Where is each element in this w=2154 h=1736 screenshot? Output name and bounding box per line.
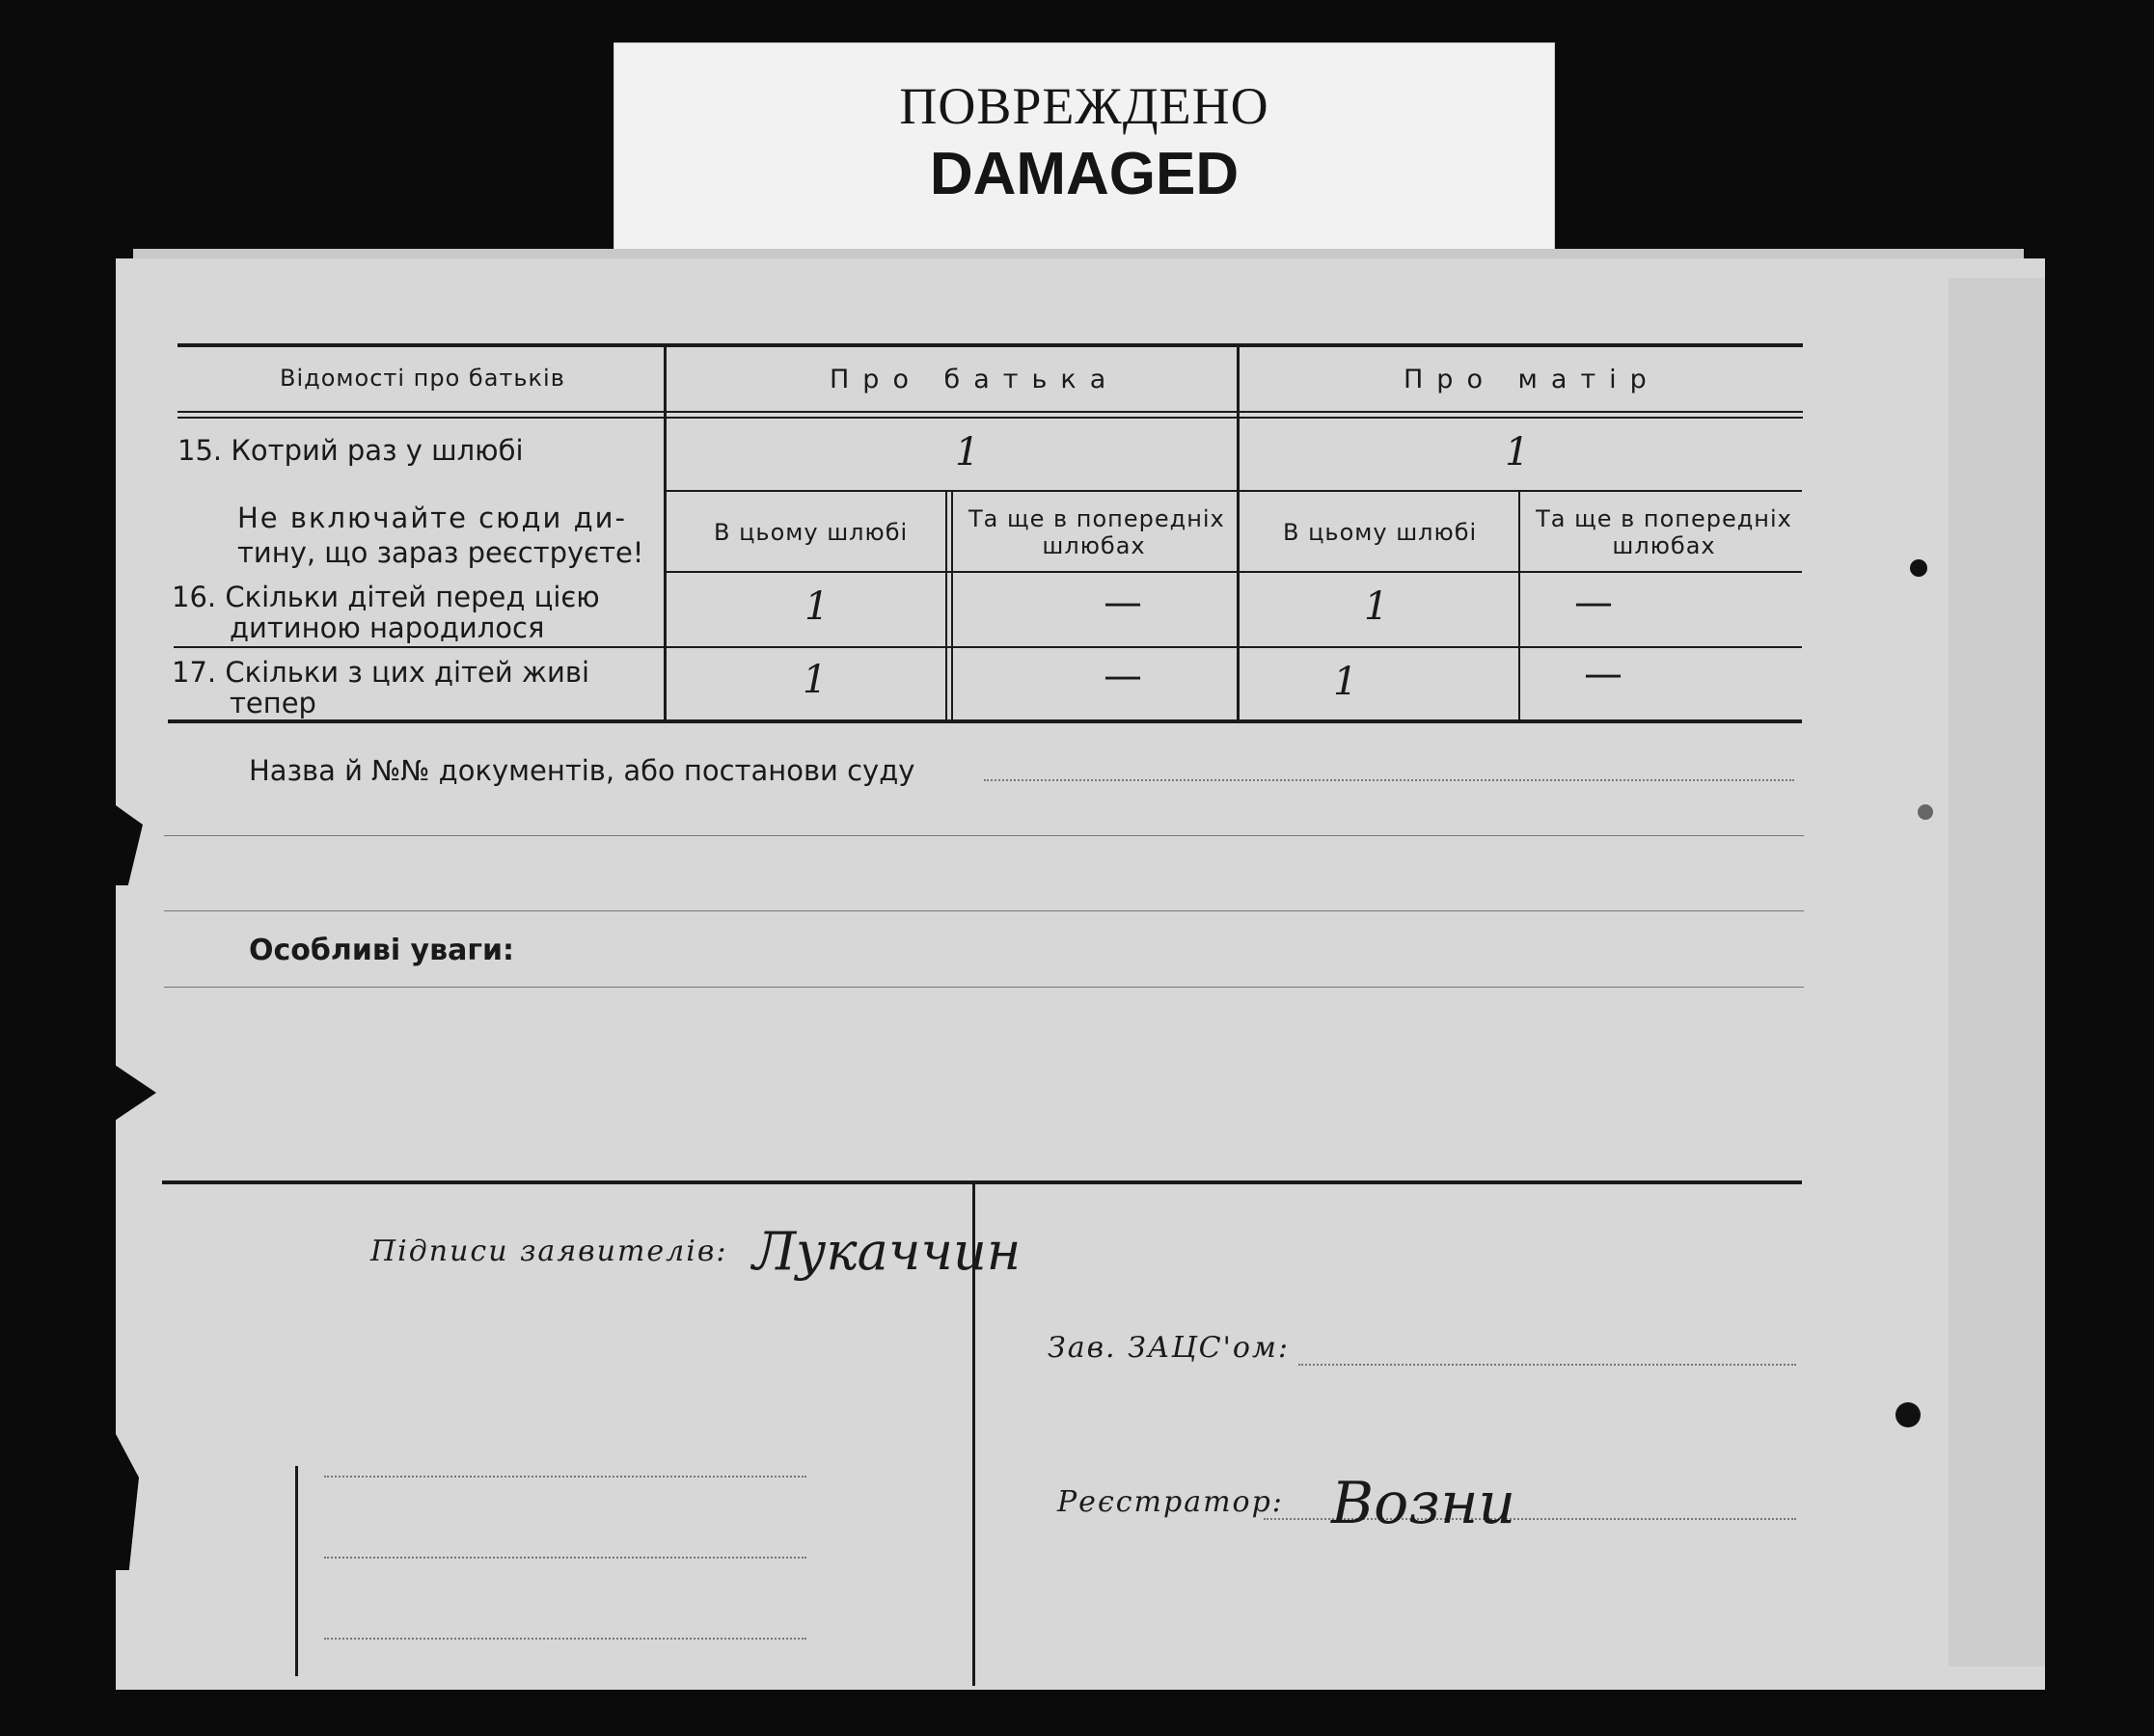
column-rule: [664, 347, 667, 721]
table-bottom-rule: [168, 719, 1802, 723]
column-rule: [1518, 490, 1520, 721]
torn-edge: [106, 1059, 156, 1126]
blank-dotted-line: [324, 1638, 806, 1640]
father-previous-header-2: шлюбах: [1042, 532, 1146, 559]
form-sheet: [116, 258, 2045, 1690]
punch-hole: [1895, 1402, 1921, 1427]
row-16-father-this-value: 1: [804, 584, 830, 629]
row-15-mother-value: 1: [1505, 430, 1530, 475]
blank-dotted-line: [324, 1557, 806, 1559]
row-17-label-line-1: 17. Скільки з цих дітей живі: [172, 656, 590, 689]
torn-edge: [106, 1416, 139, 1570]
row-rule: [174, 646, 1802, 648]
mother-previous-header-1: Та ще в попередніх: [1536, 505, 1792, 532]
row-17-father-this-value: 1: [803, 658, 828, 702]
row-17-label-line-2: тепер: [230, 687, 316, 719]
row-16-label-line-2: дитиною народилося: [230, 611, 545, 644]
registrar-label: Реєстратор:: [1057, 1485, 1284, 1519]
stamp-russian-text: ПОВРЕЖДЕНО: [899, 77, 1269, 135]
applicant-signature: Лукаччин: [752, 1221, 1022, 1282]
head-dotted-line: [1298, 1364, 1796, 1366]
column-rule: [951, 490, 953, 721]
row-17-mother-this-value: 1: [1333, 660, 1358, 704]
blank-dotted-line: [324, 1476, 806, 1478]
bracket-line: [295, 1466, 298, 1676]
right-margin-strip: [1949, 278, 2045, 1667]
note-line-2: тину, що зараз реєструєте!: [237, 536, 644, 569]
row-16-father-prev-value: —: [1104, 581, 1142, 625]
row-17-father-prev-value: —: [1104, 654, 1142, 698]
header-rule: [177, 411, 1803, 413]
parents-info-header: Відомості про батьків: [280, 365, 565, 392]
column-rule: [1237, 347, 1240, 721]
row-rule: [664, 490, 1802, 492]
row-16-mother-prev-value: —: [1574, 581, 1613, 625]
mother-previous-header-2: шлюбах: [1612, 532, 1716, 559]
documents-dotted-line: [984, 779, 1794, 781]
mother-this-marriage-header: В цьому шлюбі: [1283, 519, 1478, 546]
remarks-line: [164, 987, 1804, 988]
registrar-signature: Возни: [1331, 1470, 1516, 1537]
head-label: Зав. ЗАЦС'ом:: [1048, 1331, 1290, 1365]
father-previous-header-1: Та ще в попередніх: [968, 505, 1225, 532]
column-rule: [945, 490, 947, 721]
damaged-label-card: [613, 42, 1555, 251]
documents-line: [164, 910, 1804, 911]
row-rule: [664, 571, 1802, 573]
header-rule-2: [177, 417, 1803, 419]
row-15-label: 15. Котрий раз у шлюбі: [177, 434, 524, 467]
father-this-marriage-header: В цьому шлюбі: [714, 519, 909, 546]
about-father-header: Про батька: [830, 365, 1120, 394]
documents-line: [164, 835, 1804, 836]
ink-spot: [1910, 559, 1927, 577]
table-top-rule: [177, 343, 1803, 347]
row-15-father-value: 1: [955, 430, 980, 475]
torn-edge: [106, 799, 143, 885]
about-mother-header: Про матір: [1404, 365, 1660, 394]
ink-spot: [1918, 804, 1933, 820]
documents-label: Назва й №№ документів, або постанови суду: [249, 754, 915, 787]
stamp-english-text: DAMAGED: [929, 141, 1240, 207]
row-16-label-line-1: 16. Скільки дітей перед цією: [172, 581, 600, 613]
signature-section-rule: [162, 1180, 1802, 1184]
row-17-mother-prev-value: —: [1584, 652, 1622, 696]
note-line-1: Не включайте сюди ди-: [237, 502, 627, 534]
signatures-label: Підписи заявителів:: [370, 1234, 728, 1268]
row-16-mother-this-value: 1: [1364, 584, 1389, 629]
remarks-label: Особливі уваги:: [249, 934, 515, 967]
